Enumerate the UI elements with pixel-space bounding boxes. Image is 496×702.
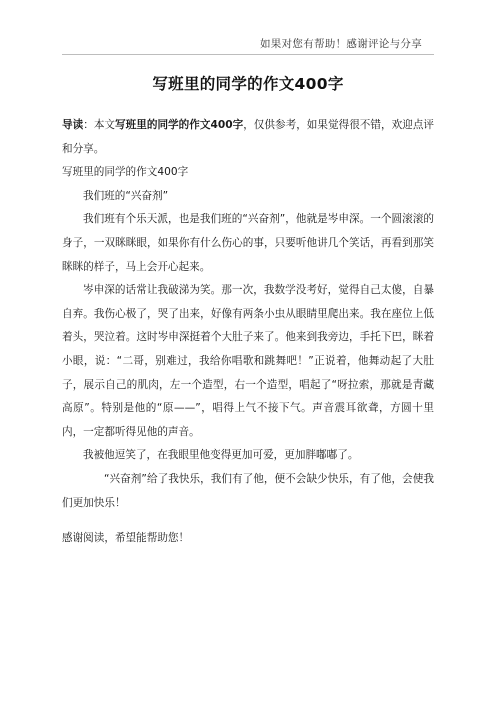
paragraph-spacer bbox=[62, 515, 434, 527]
lead-label: 导读 bbox=[62, 119, 84, 131]
header-divider bbox=[62, 54, 434, 55]
header-note: 如果对您有帮助！感谢评论与分享 bbox=[260, 38, 422, 50]
lead-text-part2: ，仅供参考，如果觉得很不错，欢迎点评和分享。 bbox=[62, 119, 435, 155]
article-paragraph-2: 岑申深的话常让我破涕为笑。那一次，我数学没考好，觉得自己太傻，自暴自弃。我伤心极了，哭了出来，好像有两条小虫从眼睛里爬出来。我在座位上低着头，哭泣着。这时岑申深挺着个大肚子来了。他来到我旁边，手托下巴，眯着小眼，说：“二哥，别难过，我给你唱歌和跳舞吧！”正说着，他舞动起了大肚子，展示自己的肌肉，左一个造型，右一个造型，唱起了“呀拉索，那就是青藏高原”。特别是他的“原——”，唱得上气不接下气。声音震耳欲聋，方圆十里内，一定都听得见他的声音。 bbox=[62, 284, 434, 438]
article-paragraph-3: 我被他逗笑了，在我眼里他变得更加可爱，更加胖嘟嘟了。 bbox=[83, 449, 359, 462]
article-paragraph-1: 我们班有个乐天派，也是我们班的“兴奋剂”，他就是岑申深。一个圆滚滚的身子，一双眯眯眼，如果你有什么伤心的事，只要听他讲几个笑话，再看到那笑眯眯的样子，马上会开心起来。 bbox=[62, 213, 434, 273]
document-title: 写班里的同学的作文400字 bbox=[152, 75, 344, 93]
article-subtitle: 我们班的“兴奋剂” bbox=[83, 189, 169, 202]
lead-title-ref: 写班里的同学的作文400字 bbox=[115, 119, 244, 131]
footer-thanks: 感谢阅读，希望能帮助您！ bbox=[62, 532, 190, 545]
lead-text-part1: ：本文 bbox=[83, 119, 116, 131]
article-closing: “兴奋剂”给了我快乐，我们有了他，便不会缺少快乐，有了他，会使我们更加快乐！ bbox=[62, 472, 434, 509]
lead-paragraph bbox=[62, 114, 434, 161]
document-body bbox=[62, 114, 434, 551]
article-heading: 写班里的同学的作文400字 bbox=[62, 166, 189, 179]
